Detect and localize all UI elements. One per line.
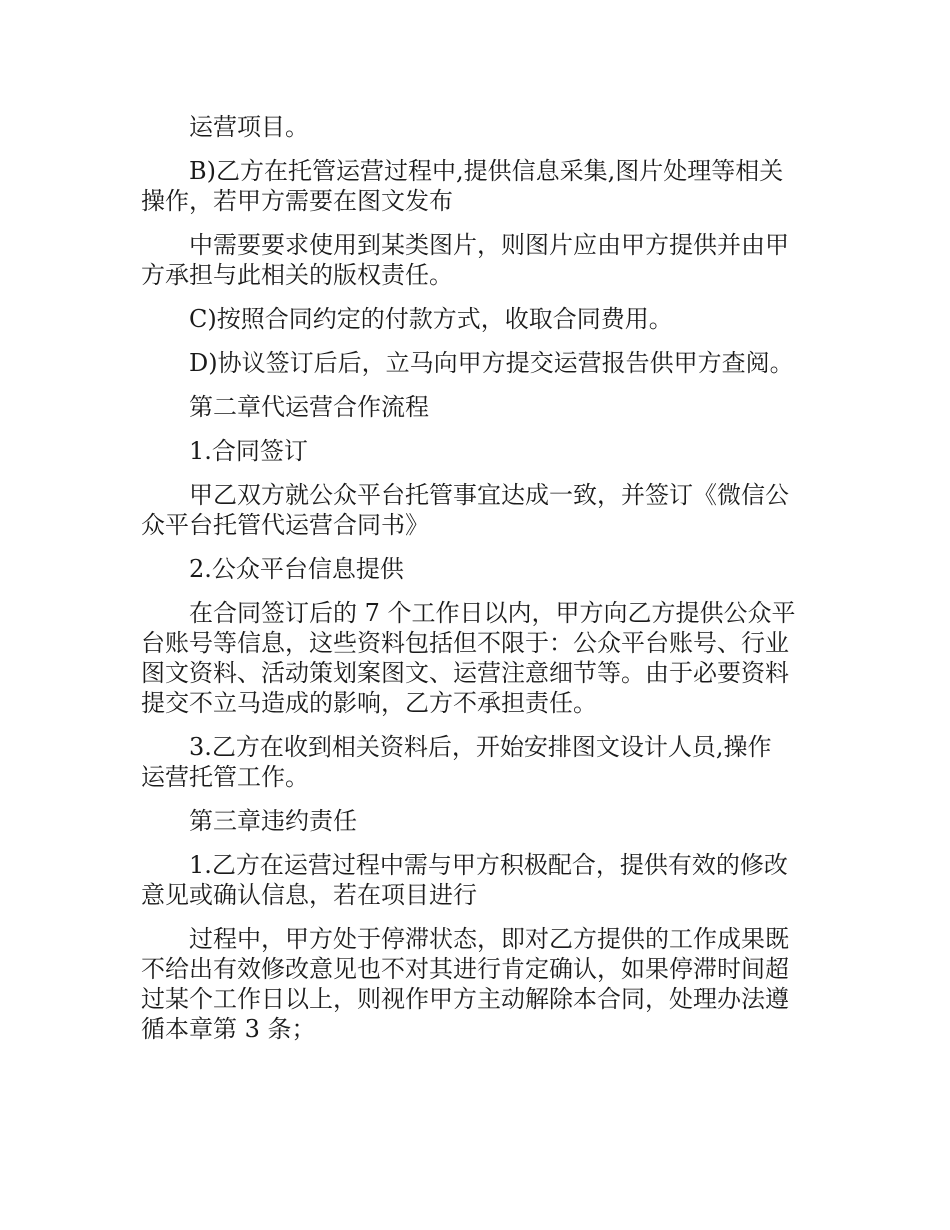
text-line: D)协议签订后后，立马向甲方提交运营报告供甲方查阅。 bbox=[189, 349, 794, 377]
paragraph bbox=[141, 806, 813, 836]
text-line: 甲乙双方就公众平台托管事宜达成一致，并签订《微信公 bbox=[189, 481, 789, 509]
text-line: 1.合同签订 bbox=[189, 437, 308, 465]
paragraph bbox=[141, 304, 813, 334]
text-line: 2.公众平台信息提供 bbox=[189, 555, 404, 583]
text-line: 台账号等信息，这些资料包括但不限于：公众平台账号、行业 bbox=[141, 629, 789, 657]
paragraph bbox=[141, 436, 813, 466]
paragraph bbox=[141, 924, 813, 1044]
text-line: 在合同签订后的 7 个工作日以内，甲方向乙方提供公众平 bbox=[189, 599, 796, 627]
paragraph bbox=[141, 156, 813, 216]
text-line: 运营托管工作。 bbox=[141, 763, 309, 791]
paragraph bbox=[141, 230, 813, 290]
text-line: 第二章代运营合作流程 bbox=[189, 393, 429, 421]
text-line: 意见或确认信息，若在项目进行 bbox=[141, 881, 477, 909]
text-line: 方承担与此相关的版权责任。 bbox=[141, 261, 453, 289]
text-line: 中需要要求使用到某类图片，则图片应由甲方提供并由甲 bbox=[189, 231, 789, 259]
paragraph bbox=[141, 554, 813, 584]
text-line: 图文资料、活动策划案图文、运营注意细节等。由于必要资料 bbox=[141, 659, 789, 687]
text-line: 众平台托管代运营合同书》 bbox=[141, 511, 429, 539]
text-line: 第三章违约责任 bbox=[189, 807, 357, 835]
paragraph bbox=[141, 348, 813, 378]
text-line: B)乙方在托管运营过程中,提供信息采集,图片处理等相关 bbox=[189, 157, 784, 185]
text-line: 循本章第 3 条； bbox=[141, 1015, 316, 1043]
document-body bbox=[141, 112, 813, 1058]
text-line: 提交不立马造成的影响，乙方不承担责任。 bbox=[141, 689, 597, 717]
text-line: 3.乙方在收到相关资料后，开始安排图文设计人员,操作 bbox=[189, 733, 772, 761]
text-line: C)按照合同约定的付款方式，收取合同费用。 bbox=[189, 305, 673, 333]
text-line: 过某个工作日以上，则视作甲方主动解除本合同，处理办法遵 bbox=[141, 985, 789, 1013]
paragraph bbox=[141, 480, 813, 540]
text-line: 过程中，甲方处于停滞状态，即对乙方提供的工作成果既 bbox=[189, 925, 789, 953]
text-line: 操作，若甲方需要在图文发布 bbox=[141, 187, 453, 215]
text-line: 1.乙方在运营过程中需与甲方积极配合，提供有效的修改 bbox=[189, 851, 788, 879]
text-line: 运营项目。 bbox=[189, 113, 309, 141]
paragraph bbox=[141, 850, 813, 910]
paragraph bbox=[141, 598, 813, 718]
paragraph bbox=[141, 112, 813, 142]
text-line: 不给出有效修改意见也不对其进行肯定确认，如果停滞时间超 bbox=[141, 955, 789, 983]
paragraph bbox=[141, 732, 813, 792]
paragraph bbox=[141, 392, 813, 422]
